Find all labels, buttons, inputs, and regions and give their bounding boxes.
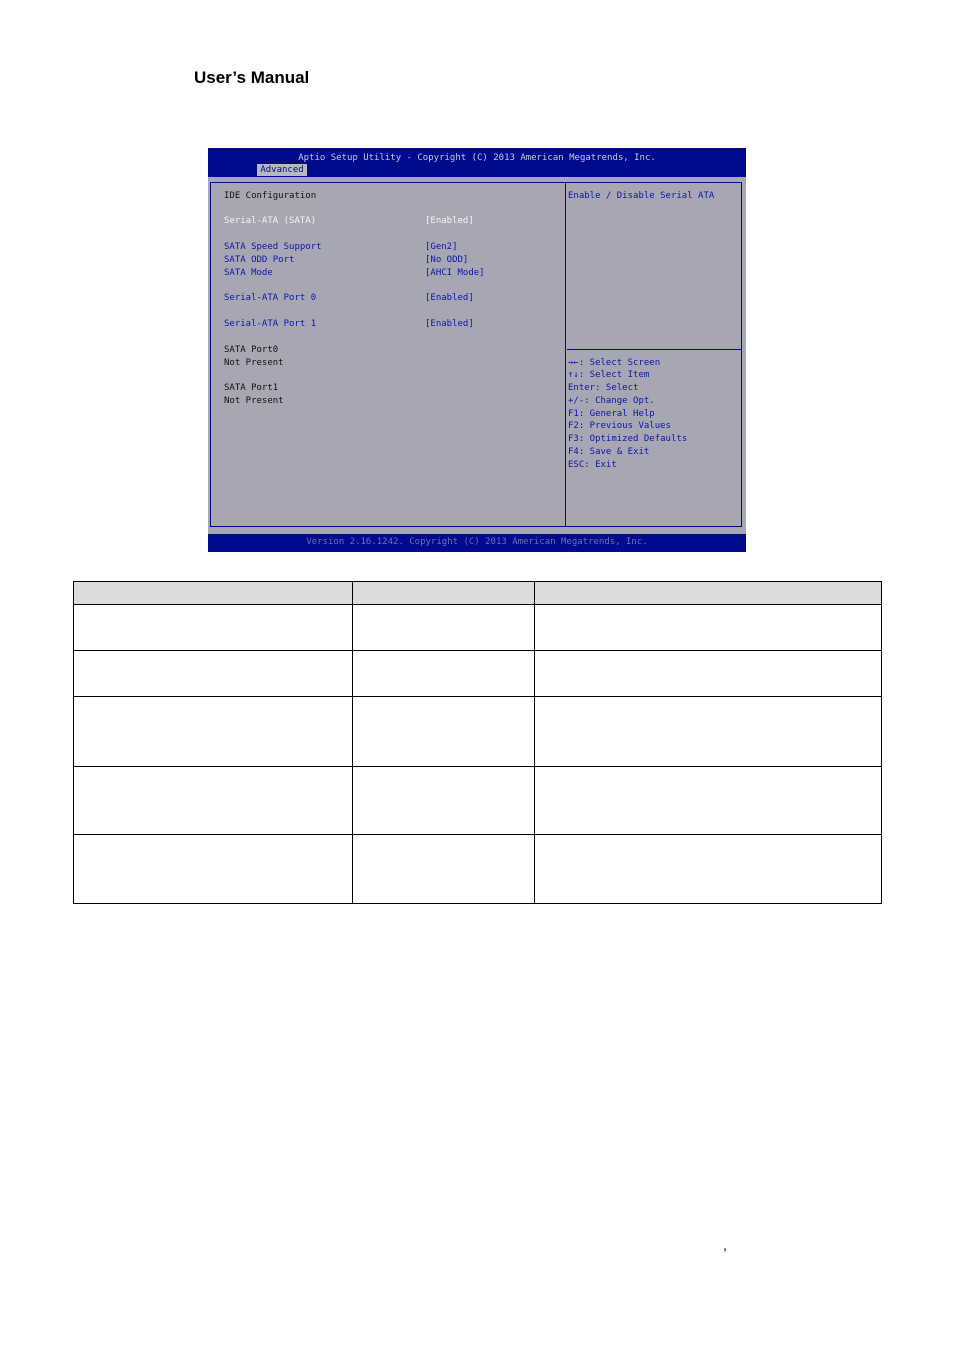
- table-cell: [353, 651, 535, 697]
- table-cell: [353, 766, 535, 834]
- bios-footer: Version 2.16.1242. Copyright (C) 2013 American Megatrends, Inc.: [306, 537, 648, 547]
- section-title: IDE Configuration: [224, 191, 317, 201]
- table-cell: [353, 605, 535, 651]
- table-header-cell: [535, 582, 882, 605]
- manual-title: User’s Manual: [194, 68, 310, 87]
- table-row: [74, 834, 882, 903]
- port1-name: SATA Port1: [224, 383, 279, 393]
- page-footer-mark: ,: [723, 1237, 727, 1253]
- table-cell: [535, 834, 882, 903]
- port1-status: Not Present: [224, 396, 284, 406]
- table-cell: [535, 766, 882, 834]
- key-help-esc: ESC: Exit: [568, 460, 617, 470]
- table-cell: [535, 605, 882, 651]
- setting-serial-ata-label[interactable]: Serial-ATA (SATA): [224, 216, 317, 226]
- setting-sata-speed-label[interactable]: SATA Speed Support: [224, 242, 322, 252]
- table-cell: [535, 697, 882, 766]
- table-cell: [74, 605, 353, 651]
- key-help-enter: Enter: Select: [568, 383, 639, 393]
- table-cell: [74, 766, 353, 834]
- table-header-cell: [74, 582, 353, 605]
- table-row: [74, 766, 882, 834]
- help-separator: [567, 349, 741, 350]
- table-row: [74, 697, 882, 766]
- table-header-row: [74, 582, 882, 605]
- key-help-f2: F2: Previous Values: [568, 421, 671, 431]
- setting-port1-label[interactable]: Serial-ATA Port 1: [224, 319, 317, 329]
- setting-port0-value[interactable]: [Enabled]: [425, 293, 474, 303]
- bios-header: Aptio Setup Utility - Copyright (C) 2013 American Megatrends, Inc.: [298, 153, 656, 163]
- key-help-f3: F3: Optimized Defaults: [568, 434, 688, 444]
- table-cell: [535, 651, 882, 697]
- port0-status: Not Present: [224, 358, 284, 368]
- table-cell: [74, 834, 353, 903]
- table-cell: [353, 697, 535, 766]
- setting-port0-label[interactable]: Serial-ATA Port 0: [224, 293, 317, 303]
- table-cell: [353, 834, 535, 903]
- bios-frame: [210, 182, 742, 527]
- key-help-select-screen: →←: Select Screen: [568, 358, 661, 368]
- bios-body: [208, 177, 746, 534]
- setting-sata-odd-label[interactable]: SATA ODD Port: [224, 255, 295, 265]
- bios-screenshot: [208, 148, 746, 552]
- setting-sata-mode-label[interactable]: SATA Mode: [224, 268, 273, 278]
- bios-panel-divider: [565, 182, 566, 527]
- setting-sata-odd-value[interactable]: [No ODD]: [425, 255, 469, 265]
- table-cell: [74, 651, 353, 697]
- key-help-select-item: ↑↓: Select Item: [568, 370, 650, 380]
- setting-serial-ata-value[interactable]: [Enabled]: [425, 216, 474, 226]
- table-row: [74, 605, 882, 651]
- setting-sata-mode-value[interactable]: [AHCI Mode]: [425, 268, 485, 278]
- tab-advanced[interactable]: Advanced: [257, 164, 307, 176]
- table-header-cell: [353, 582, 535, 605]
- setting-port1-value[interactable]: [Enabled]: [425, 319, 474, 329]
- help-text: Enable / Disable Serial ATA: [568, 191, 715, 201]
- key-help-f1: F1: General Help: [568, 409, 655, 419]
- option-description-table: [73, 581, 882, 904]
- table-cell: [74, 697, 353, 766]
- port0-name: SATA Port0: [224, 345, 279, 355]
- table-row: [74, 651, 882, 697]
- key-help-change: +/-: Change Opt.: [568, 396, 655, 406]
- key-help-f4: F4: Save & Exit: [568, 447, 650, 457]
- setting-sata-speed-value[interactable]: [Gen2]: [425, 242, 458, 252]
